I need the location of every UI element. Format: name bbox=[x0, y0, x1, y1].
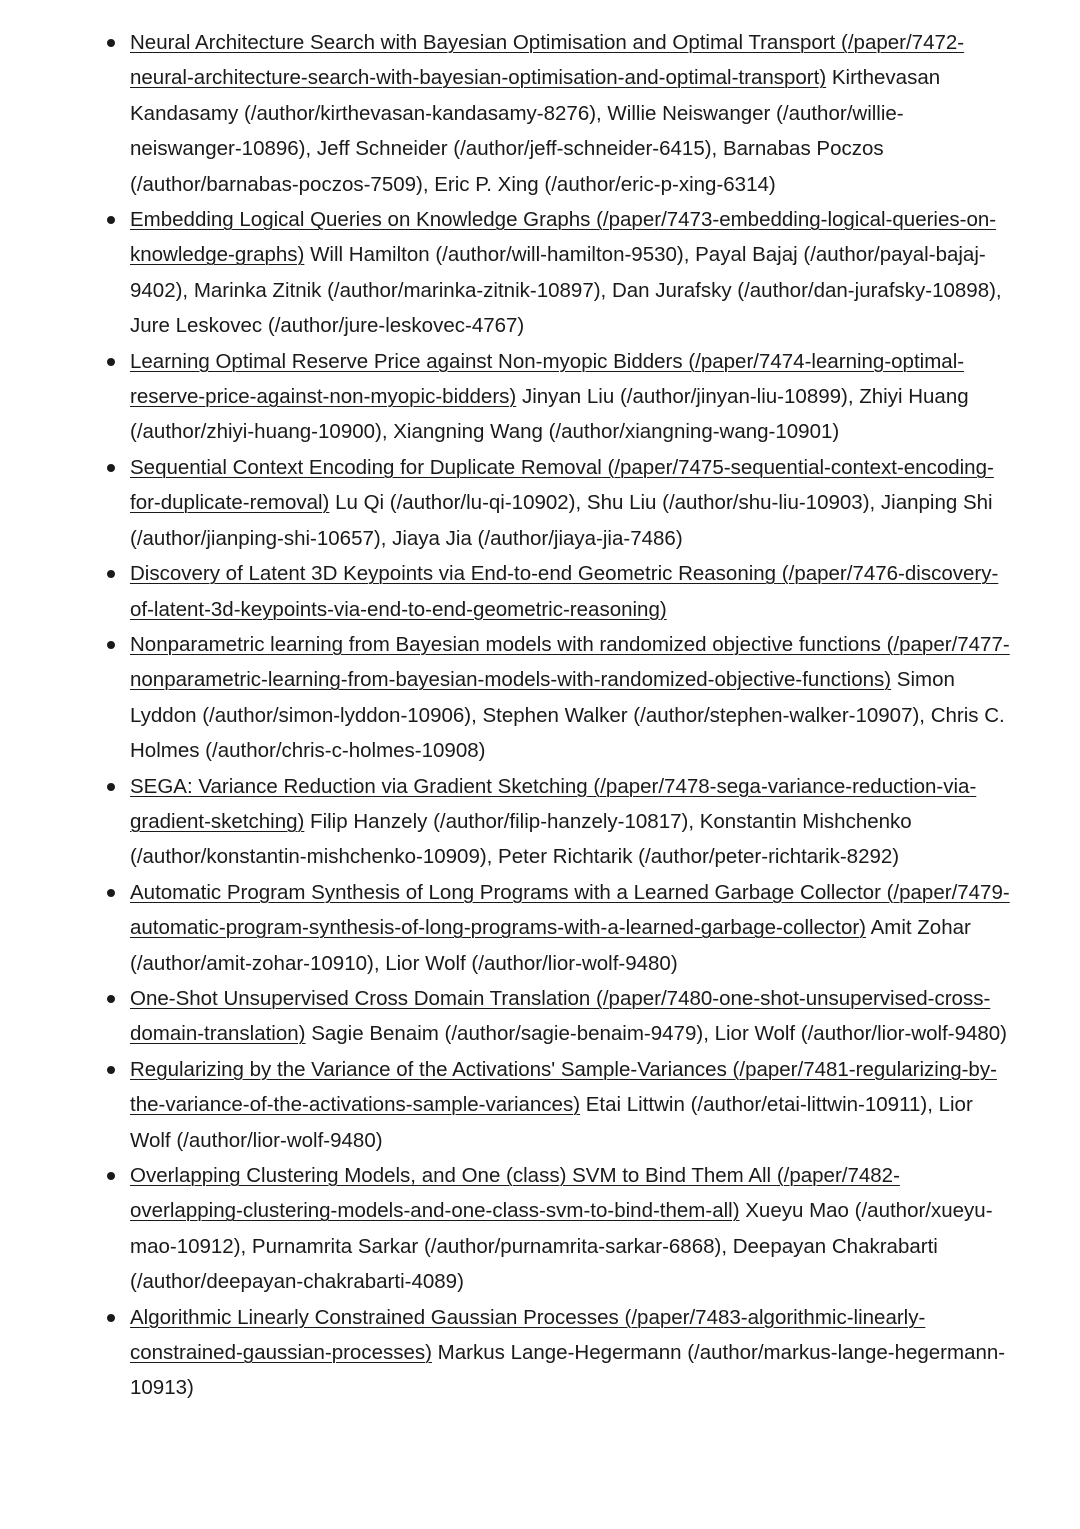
paper-list-item bbox=[130, 344, 1010, 450]
paper-url: (/paper/7478-sega-variance-reduction-via-gradient-sketching) bbox=[130, 774, 977, 833]
paper-authors: Amit Zohar (/author/amit-zohar-10910), Lior Wolf (/author/lior-wolf-9480) bbox=[130, 916, 971, 975]
paper-url: (/paper/7474-learning-optimal-reserve-price-against-non-myopic-bidders) bbox=[130, 349, 965, 409]
paper-list-item bbox=[130, 556, 1010, 627]
paper-url: (/paper/7480-one-shot-unsupervised-cross-domain-translation) bbox=[130, 986, 991, 1046]
paper-list-item bbox=[130, 981, 1010, 1052]
paper-title: Sequential Context Encoding for Duplicate Removal bbox=[130, 455, 602, 479]
paper-list-item bbox=[130, 202, 1010, 344]
paper-url: (/paper/7479-automatic-program-synthesis-of-long-programs-with-a-learned-garbage-collector) bbox=[130, 880, 1010, 940]
paper-title: Algorithmic Linearly Constrained Gaussian Processes bbox=[130, 1305, 619, 1329]
bullet-icon bbox=[107, 39, 115, 47]
paper-authors: Etai Littwin (/author/etai-littwin-10911), Lior Wolf (/author/lior-wolf-9480) bbox=[130, 1093, 973, 1152]
bullet-icon bbox=[107, 1314, 115, 1322]
paper-authors: Simon Lyddon (/author/simon-lyddon-10906), Stephen Walker (/author/stephen-walker-10907), Chris C. Holmes (/author/chris-c-holmes-10908) bbox=[130, 668, 1005, 763]
paper-url: (/paper/7473-embedding-logical-queries-on-knowledge-graphs) bbox=[130, 208, 997, 267]
paper-url: (/paper/7482-overlapping-clustering-models-and-one-class-svm-to-bind-them-all) bbox=[130, 1164, 900, 1223]
bullet-icon bbox=[107, 783, 115, 791]
paper-url: (/paper/7481-regularizing-by-the-variance-of-the-activations-sample-variances) bbox=[130, 1057, 997, 1117]
paper-url: (/paper/7475-sequential-context-encoding-for-duplicate-removal) bbox=[130, 455, 994, 515]
paper-link[interactable] bbox=[130, 562, 998, 620]
paper-list-item bbox=[130, 450, 1010, 556]
paper-url: (/paper/7477-nonparametric-learning-from-bayesian-models-with-randomized-objective-functions) bbox=[130, 632, 1010, 692]
paper-url: (/paper/7483-algorithmic-linearly-constrained-gaussian-processes) bbox=[130, 1305, 926, 1365]
paper-title: Discovery of Latent 3D Keypoints via End-to-end Geometric Reasoning bbox=[130, 562, 777, 586]
paper-authors: Filip Hanzely (/author/filip-hanzely-10817), Konstantin Mishchenko (/author/konstantin-mishchenko-10909), Peter Richtarik (/author/peter-richtarik-8292) bbox=[130, 809, 912, 869]
paper-list-item bbox=[130, 1052, 1010, 1158]
paper-list-item bbox=[130, 875, 1010, 981]
bullet-icon bbox=[107, 641, 115, 649]
paper-title: SEGA: Variance Reduction via Gradient Sketching bbox=[130, 774, 588, 798]
paper-list-item bbox=[130, 25, 1010, 202]
paper-title: Nonparametric learning from Bayesian models with randomized objective functions bbox=[130, 632, 881, 656]
bullet-icon bbox=[107, 464, 115, 472]
paper-title: Overlapping Clustering Models, and One (class) SVM to Bind Them All bbox=[130, 1164, 772, 1187]
bullet-icon bbox=[107, 889, 115, 897]
bullet-icon bbox=[107, 358, 115, 366]
bullet-icon bbox=[107, 570, 115, 578]
paper-list-item bbox=[130, 769, 1010, 875]
paper-authors: Jinyan Liu (/author/jinyan-liu-10899), Zhiyi Huang (/author/zhiyi-huang-10900), Xiangning Wang (/author/xiangning-wang-10901) bbox=[130, 385, 969, 444]
paper-authors: Markus Lange-Hegermann (/author/markus-lange-hegermann-10913) bbox=[130, 1341, 1006, 1400]
paper-title: Learning Optimal Reserve Price against Non-myopic Bidders bbox=[130, 349, 683, 373]
paper-link[interactable] bbox=[130, 633, 1010, 691]
paper-url: (/paper/7472-neural-architecture-search-with-bayesian-optimisation-and-optimal-transport) bbox=[130, 31, 965, 90]
bullet-icon bbox=[107, 216, 115, 224]
paper-title: Neural Architecture Search with Bayesian Optimisation and Optimal Transport bbox=[130, 31, 836, 54]
paper-authors: Xueyu Mao (/author/xueyu-mao-10912), Purnamrita Sarkar (/author/purnamrita-sarkar-6868), Deepayan Chakrabarti (/author/deepayan-chakrabarti-4089) bbox=[130, 1199, 993, 1294]
paper-list-item bbox=[130, 1158, 1010, 1300]
paper-title: Regularizing by the Variance of the Activations' Sample-Variances bbox=[130, 1057, 727, 1081]
paper-authors: Kirthevasan Kandasamy (/author/kirthevasan-kandasamy-8276), Willie Neiswanger (/author/willie-neiswanger-10896), Jeff Schneider (/author/jeff-schneider-6415), Barnabas Poczos (/author/barnabas-poczos-7509), Eric P. Xing (/author/eric-p-xing-6314) bbox=[130, 66, 941, 196]
paper-authors: Will Hamilton (/author/will-hamilton-9530), Payal Bajaj (/author/payal-bajaj-9402), Marinka Zitnik (/author/marinka-zitnik-10897), Dan Jurafsky (/author/dan-jurafsky-10898), Jure Leskovec (/author/jure-leskovec-4767) bbox=[130, 243, 1002, 338]
paper-title: Embedding Logical Queries on Knowledge Graphs bbox=[130, 208, 591, 232]
bullet-icon bbox=[107, 995, 115, 1003]
paper-list-item bbox=[130, 627, 1010, 769]
paper-title: Automatic Program Synthesis of Long Programs with a Learned Garbage Collector bbox=[130, 880, 881, 904]
paper-list-item bbox=[130, 1300, 1010, 1406]
bullet-icon bbox=[107, 1066, 115, 1074]
paper-authors: Lu Qi (/author/lu-qi-10902), Shu Liu (/author/shu-liu-10903), Jianping Shi (/author/jianping-shi-10657), Jiaya Jia (/author/jiaya-jia-7486) bbox=[130, 491, 993, 550]
paper-authors: Sagie Benaim (/author/sagie-benaim-9479), Lior Wolf (/author/lior-wolf-9480) bbox=[311, 1022, 1008, 1046]
bullet-icon bbox=[107, 1172, 115, 1180]
paper-title: One-Shot Unsupervised Cross Domain Translation bbox=[130, 986, 591, 1010]
paper-url: (/paper/7476-discovery-of-latent-3d-keypoints-via-end-to-end-geometric-reasoning) bbox=[130, 562, 999, 621]
